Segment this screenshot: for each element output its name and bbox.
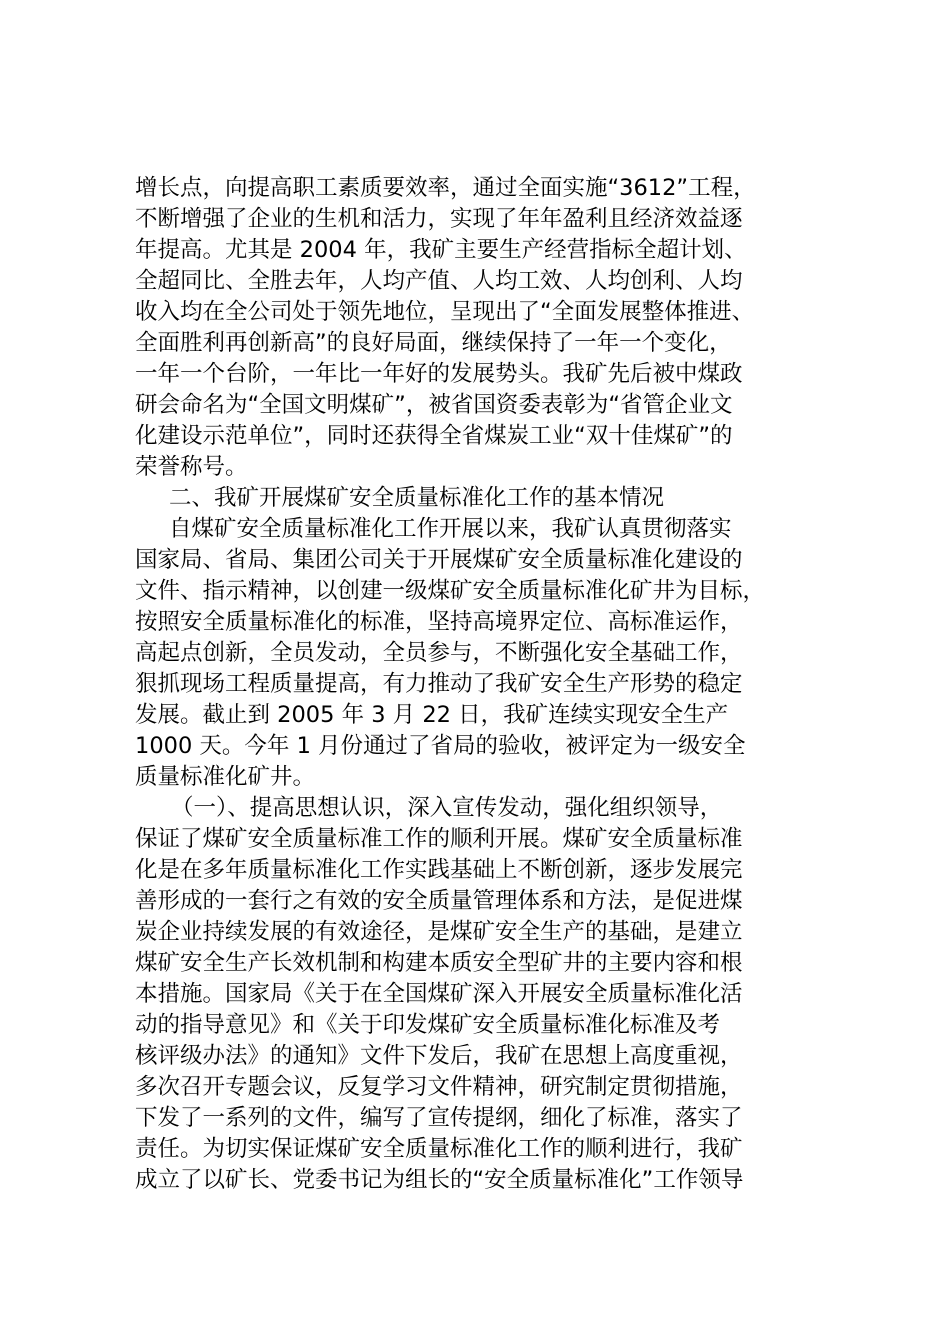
text-line: 全面胜利再创新高”的良好局面，继续保持了一年一个变化，	[135, 330, 732, 356]
text-line: 善形成的一套行之有效的安全质量管理体系和方法，是促进煤	[135, 888, 743, 914]
text-line: 自煤矿安全质量标准化工作开展以来，我矿认真贯彻落实	[169, 516, 732, 542]
text-line: 按照安全质量标准化的标准，坚持高境界定位、高标准运作，	[135, 609, 743, 635]
text-line: 质量标准化矿井。	[135, 764, 316, 790]
text-line: 增长点，向提高职工素质要效率，通过全面实施“3612”工程，	[135, 175, 756, 201]
text-line: 本措施。国家局《关于在全国煤矿深入开展安全质量标准化活	[135, 981, 743, 1007]
text-line: 1000 天。今年 1 月份通过了省局的验收，被评定为一级安全	[135, 733, 746, 759]
text-line: 核评级办法》的通知》文件下发后，我矿在思想上高度重视，	[135, 1043, 743, 1069]
text-line: 收入均在全公司处于领先地位，呈现出了“全面发展整体推进、	[135, 299, 755, 325]
text-line: 动的指导意见》和《关于印发煤矿安全质量标准化标准及考	[135, 1012, 721, 1038]
text-line: 下发了一系列的文件，编写了宣传提纲，细化了标准，落实了	[135, 1105, 743, 1131]
text-line: 发展。截止到 2005 年 3 月 22 日，我矿连续实现安全生产	[135, 702, 729, 728]
text-line: 不断增强了企业的生机和活力，实现了年年盈利且经济效益逐	[135, 206, 743, 232]
text-line: 高起点创新，全员发动，全员参与，不断强化安全基础工作，	[135, 640, 743, 666]
subsection-heading: （一）、提高思想认识，深入宣传发动，强化组织领导，	[171, 795, 723, 821]
text-line: 多次召开专题会议，反复学习文件精神，研究制定贯彻措施，	[135, 1074, 743, 1100]
text-line: 国家局、省局、集团公司关于开展煤矿安全质量标准化建设的	[135, 547, 743, 573]
text-line: 狠抓现场工程质量提高，有力推动了我矿安全生产形势的稳定	[135, 671, 743, 697]
text-line: 化是在多年质量标准化工作实践基础上不断创新，逐步发展完	[135, 857, 743, 883]
text-line: 成立了以矿长、党委书记为组长的“安全质量标准化”工作领导	[135, 1167, 744, 1193]
text-line: 文件、指示精神，以创建一级煤矿安全质量标准化矿井为目标，	[135, 578, 766, 604]
text-line: 全超同比、全胜去年，人均产值、人均工效、人均创利、人均	[135, 268, 743, 294]
text-line: 年提高。尤其是 2004 年，我矿主要生产经营指标全超计划、	[135, 237, 747, 263]
text-line: 化建设示范单位”，同时还获得全省煤炭工业“双十佳煤矿”的	[135, 423, 733, 449]
text-line: 荣誉称号。	[135, 454, 248, 480]
text-line: 煤矿安全生产长效机制和构建本质安全型矿井的主要内容和根	[135, 950, 743, 976]
text-line: 研会命名为“全国文明煤矿”，被省国资委表彰为“省管企业文	[135, 392, 733, 418]
document-body	[135, 173, 835, 1196]
section-heading: 二、我矿开展煤矿安全质量标准化工作的基本情况	[169, 485, 665, 511]
text-line: 一年一个台阶，一年比一年好的发展势头。我矿先后被中煤政	[135, 361, 743, 387]
text-line: 炭企业持续发展的有效途径，是煤矿安全生产的基础，是建立	[135, 919, 743, 945]
text-line: 保证了煤矿安全质量标准工作的顺利开展。煤矿安全质量标准	[135, 826, 743, 852]
text-line: 责任。为切实保证煤矿安全质量标准化工作的顺利进行，我矿	[135, 1136, 743, 1162]
